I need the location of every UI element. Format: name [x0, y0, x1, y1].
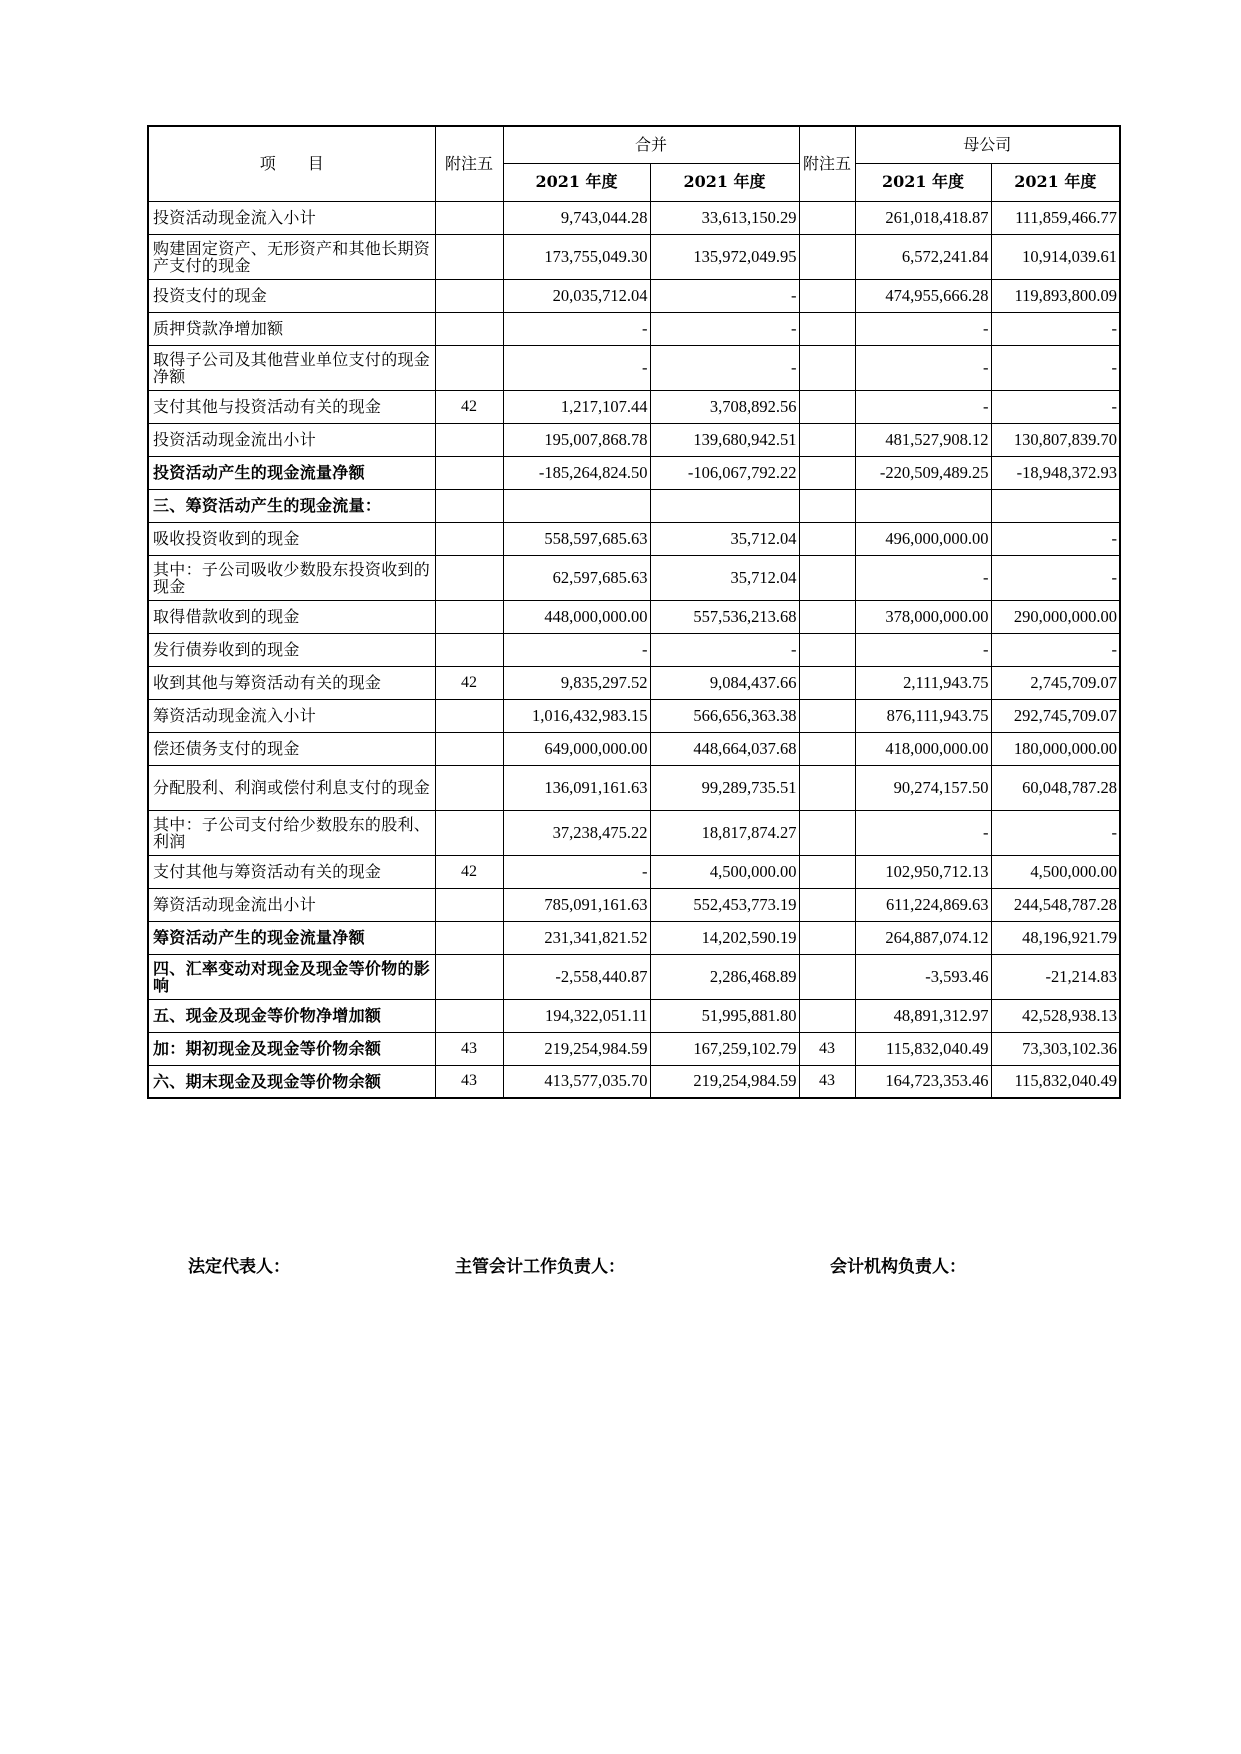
row-consolidated-prior: 566,656,363.38	[650, 699, 799, 732]
row-parent-note	[799, 489, 855, 522]
cash-flow-table-wrapper	[147, 125, 1119, 1099]
row-item-label: 投资支付的现金	[148, 279, 435, 312]
row-note	[435, 732, 503, 765]
row-consolidated-current: 231,341,821.52	[503, 921, 650, 954]
row-consolidated-prior: 219,254,984.59	[650, 1065, 799, 1098]
row-item-label: 取得借款收到的现金	[148, 600, 435, 633]
row-parent-prior: -	[991, 633, 1120, 666]
table-row	[148, 345, 1120, 390]
row-parent-note	[799, 855, 855, 888]
table-row	[148, 390, 1120, 423]
row-item-label: 四、汇率变动对现金及现金等价物的影响	[148, 954, 435, 999]
signature-accounting-dept: 会计机构负责人：	[830, 1257, 966, 1277]
table-row	[148, 1032, 1120, 1065]
row-note	[435, 234, 503, 279]
row-note	[435, 633, 503, 666]
row-consolidated-current: 1,016,432,983.15	[503, 699, 650, 732]
row-consolidated-prior: 51,995,881.80	[650, 999, 799, 1032]
row-item-label: 其中：子公司吸收少数股东投资收到的现金	[148, 555, 435, 600]
row-parent-prior: 130,807,839.70	[991, 423, 1120, 456]
row-parent-prior: 10,914,039.61	[991, 234, 1120, 279]
row-note	[435, 888, 503, 921]
row-note: 42	[435, 390, 503, 423]
row-consolidated-prior: -	[650, 633, 799, 666]
row-parent-current: 474,955,666.28	[855, 279, 991, 312]
header-parent: 母公司	[855, 126, 1120, 163]
row-parent-note	[799, 732, 855, 765]
table-row	[148, 279, 1120, 312]
row-note: 42	[435, 855, 503, 888]
row-note	[435, 312, 503, 345]
row-parent-current: 164,723,353.46	[855, 1065, 991, 1098]
row-consolidated-prior: 448,664,037.68	[650, 732, 799, 765]
row-parent-note	[799, 345, 855, 390]
row-item-label: 吸收投资收到的现金	[148, 522, 435, 555]
table-row	[148, 456, 1120, 489]
row-note	[435, 456, 503, 489]
row-parent-prior: 60,048,787.28	[991, 765, 1120, 810]
row-note	[435, 810, 503, 855]
table-row	[148, 1065, 1120, 1098]
row-consolidated-current: 413,577,035.70	[503, 1065, 650, 1098]
row-note	[435, 522, 503, 555]
row-note	[435, 279, 503, 312]
row-parent-prior: -	[991, 312, 1120, 345]
row-parent-current: 876,111,943.75	[855, 699, 991, 732]
row-consolidated-current: 9,835,297.52	[503, 666, 650, 699]
row-parent-note	[799, 456, 855, 489]
row-note	[435, 699, 503, 732]
header-parent-note: 附注五	[799, 126, 855, 201]
row-parent-current: 264,887,074.12	[855, 921, 991, 954]
row-consolidated-current: -2,558,440.87	[503, 954, 650, 999]
row-parent-current: 418,000,000.00	[855, 732, 991, 765]
row-consolidated-prior: 552,453,773.19	[650, 888, 799, 921]
table-row	[148, 489, 1120, 522]
row-consolidated-current: -	[503, 345, 650, 390]
row-consolidated-prior: 557,536,213.68	[650, 600, 799, 633]
row-note	[435, 600, 503, 633]
row-item-label: 投资活动产生的现金流量净额	[148, 456, 435, 489]
table-row	[148, 600, 1120, 633]
row-parent-prior: 290,000,000.00	[991, 600, 1120, 633]
table-row	[148, 855, 1120, 888]
row-parent-current: 48,891,312.97	[855, 999, 991, 1032]
row-note	[435, 423, 503, 456]
row-consolidated-prior: 139,680,942.51	[650, 423, 799, 456]
row-consolidated-prior: 33,613,150.29	[650, 201, 799, 234]
row-parent-note	[799, 555, 855, 600]
row-consolidated-current: 20,035,712.04	[503, 279, 650, 312]
row-parent-prior: -	[991, 810, 1120, 855]
row-consolidated-prior: -	[650, 345, 799, 390]
row-note: 42	[435, 666, 503, 699]
row-consolidated-current: 173,755,049.30	[503, 234, 650, 279]
cash-flow-statement-table	[147, 125, 1121, 1099]
row-parent-prior: -18,948,372.93	[991, 456, 1120, 489]
row-parent-note	[799, 423, 855, 456]
row-parent-current: -3,593.46	[855, 954, 991, 999]
row-note: 43	[435, 1032, 503, 1065]
row-parent-current: -220,509,489.25	[855, 456, 991, 489]
row-parent-prior: 292,745,709.07	[991, 699, 1120, 732]
row-parent-current: -	[855, 555, 991, 600]
row-parent-note	[799, 633, 855, 666]
row-parent-prior: -	[991, 390, 1120, 423]
row-parent-current	[855, 489, 991, 522]
row-consolidated-current: 136,091,161.63	[503, 765, 650, 810]
table-row	[148, 765, 1120, 810]
signature-accounting-head: 主管会计工作负责人：	[455, 1257, 625, 1277]
table-row	[148, 234, 1120, 279]
row-consolidated-prior: -	[650, 312, 799, 345]
row-parent-current: -	[855, 345, 991, 390]
row-parent-prior: -21,214.83	[991, 954, 1120, 999]
row-parent-note	[799, 921, 855, 954]
row-parent-current: 481,527,908.12	[855, 423, 991, 456]
row-parent-prior: -	[991, 345, 1120, 390]
row-note	[435, 921, 503, 954]
row-item-label: 三、筹资活动产生的现金流量：	[148, 489, 435, 522]
row-item-label: 筹资活动产生的现金流量净额	[148, 921, 435, 954]
row-item-label: 质押贷款净增加额	[148, 312, 435, 345]
table-row	[148, 633, 1120, 666]
row-consolidated-current: 558,597,685.63	[503, 522, 650, 555]
row-parent-note	[799, 810, 855, 855]
row-parent-current: 496,000,000.00	[855, 522, 991, 555]
row-item-label: 收到其他与筹资活动有关的现金	[148, 666, 435, 699]
row-consolidated-prior	[650, 489, 799, 522]
row-parent-note	[799, 201, 855, 234]
header-note: 附注五	[435, 126, 503, 201]
row-note	[435, 999, 503, 1032]
row-parent-current: -	[855, 633, 991, 666]
row-parent-current: 115,832,040.49	[855, 1032, 991, 1065]
row-parent-prior: 119,893,800.09	[991, 279, 1120, 312]
row-parent-note	[799, 699, 855, 732]
row-item-label: 取得子公司及其他营业单位支付的现金净额	[148, 345, 435, 390]
row-item-label: 六、期末现金及现金等价物余额	[148, 1065, 435, 1098]
row-note	[435, 201, 503, 234]
row-item-label: 支付其他与筹资活动有关的现金	[148, 855, 435, 888]
row-item-label: 支付其他与投资活动有关的现金	[148, 390, 435, 423]
header-year-c1: 2021 年度	[503, 163, 650, 201]
table-row	[148, 555, 1120, 600]
table-row	[148, 201, 1120, 234]
row-item-label: 分配股利、利润或偿付利息支付的现金	[148, 765, 435, 810]
row-consolidated-current	[503, 489, 650, 522]
row-consolidated-current: -	[503, 312, 650, 345]
row-parent-prior: 48,196,921.79	[991, 921, 1120, 954]
signature-legal-representative: 法定代表人：	[188, 1257, 290, 1277]
row-parent-prior: 115,832,040.49	[991, 1065, 1120, 1098]
row-parent-current: -	[855, 810, 991, 855]
row-consolidated-prior: 18,817,874.27	[650, 810, 799, 855]
table-row	[148, 888, 1120, 921]
row-parent-prior: -	[991, 555, 1120, 600]
row-parent-current: 378,000,000.00	[855, 600, 991, 633]
row-parent-current: 102,950,712.13	[855, 855, 991, 888]
row-consolidated-current: -185,264,824.50	[503, 456, 650, 489]
table-body	[148, 201, 1120, 1098]
table-row	[148, 732, 1120, 765]
header-item: 项 目	[148, 126, 435, 201]
row-consolidated-current: 649,000,000.00	[503, 732, 650, 765]
table-row	[148, 666, 1120, 699]
row-consolidated-current: 62,597,685.63	[503, 555, 650, 600]
row-note	[435, 954, 503, 999]
row-parent-note	[799, 600, 855, 633]
row-parent-current: 611,224,869.63	[855, 888, 991, 921]
row-parent-note	[799, 390, 855, 423]
table-row	[148, 954, 1120, 999]
row-item-label: 发行债券收到的现金	[148, 633, 435, 666]
header-year-p2: 2021 年度	[991, 163, 1120, 201]
row-item-label: 购建固定资产、无形资产和其他长期资产支付的现金	[148, 234, 435, 279]
table-row	[148, 999, 1120, 1032]
table-row	[148, 312, 1120, 345]
row-parent-current: 261,018,418.87	[855, 201, 991, 234]
header-year-c2: 2021 年度	[650, 163, 799, 201]
row-consolidated-current: 785,091,161.63	[503, 888, 650, 921]
table-row	[148, 810, 1120, 855]
row-parent-note	[799, 234, 855, 279]
row-item-label: 其中：子公司支付给少数股东的股利、利润	[148, 810, 435, 855]
row-parent-note	[799, 765, 855, 810]
row-consolidated-prior: 35,712.04	[650, 522, 799, 555]
row-parent-prior: 4,500,000.00	[991, 855, 1120, 888]
table-row	[148, 699, 1120, 732]
table-row	[148, 522, 1120, 555]
row-note	[435, 555, 503, 600]
row-parent-current: -	[855, 390, 991, 423]
row-consolidated-current: 37,238,475.22	[503, 810, 650, 855]
row-consolidated-current: 219,254,984.59	[503, 1032, 650, 1065]
row-parent-prior: 73,303,102.36	[991, 1032, 1120, 1065]
row-item-label: 投资活动现金流出小计	[148, 423, 435, 456]
row-parent-current: 6,572,241.84	[855, 234, 991, 279]
row-consolidated-prior: 135,972,049.95	[650, 234, 799, 279]
row-parent-prior: 2,745,709.07	[991, 666, 1120, 699]
row-consolidated-prior: 35,712.04	[650, 555, 799, 600]
row-consolidated-prior: 4,500,000.00	[650, 855, 799, 888]
row-consolidated-current: 194,322,051.11	[503, 999, 650, 1032]
row-consolidated-prior: 3,708,892.56	[650, 390, 799, 423]
row-parent-note	[799, 888, 855, 921]
row-item-label: 加：期初现金及现金等价物余额	[148, 1032, 435, 1065]
row-consolidated-current: -	[503, 855, 650, 888]
row-parent-prior: 244,548,787.28	[991, 888, 1120, 921]
row-consolidated-prior: 99,289,735.51	[650, 765, 799, 810]
row-parent-prior: 111,859,466.77	[991, 201, 1120, 234]
row-parent-note	[799, 312, 855, 345]
row-item-label: 投资活动现金流入小计	[148, 201, 435, 234]
row-note	[435, 489, 503, 522]
header-year-p1: 2021 年度	[855, 163, 991, 201]
row-consolidated-current: 9,743,044.28	[503, 201, 650, 234]
row-consolidated-prior: 14,202,590.19	[650, 921, 799, 954]
row-parent-current: 90,274,157.50	[855, 765, 991, 810]
row-parent-note	[799, 954, 855, 999]
row-parent-prior: 180,000,000.00	[991, 732, 1120, 765]
row-item-label: 筹资活动现金流入小计	[148, 699, 435, 732]
row-consolidated-prior: 9,084,437.66	[650, 666, 799, 699]
row-consolidated-prior: 2,286,468.89	[650, 954, 799, 999]
row-parent-note	[799, 666, 855, 699]
row-consolidated-prior: -106,067,792.22	[650, 456, 799, 489]
row-parent-note	[799, 999, 855, 1032]
row-parent-prior: 42,528,938.13	[991, 999, 1120, 1032]
table-row	[148, 921, 1120, 954]
row-consolidated-current: 448,000,000.00	[503, 600, 650, 633]
header-consolidated: 合并	[503, 126, 799, 163]
row-parent-note	[799, 522, 855, 555]
row-parent-current: 2,111,943.75	[855, 666, 991, 699]
row-parent-prior	[991, 489, 1120, 522]
table-row	[148, 423, 1120, 456]
row-note	[435, 345, 503, 390]
row-item-label: 五、现金及现金等价物净增加额	[148, 999, 435, 1032]
row-item-label: 筹资活动现金流出小计	[148, 888, 435, 921]
row-consolidated-current: -	[503, 633, 650, 666]
row-note	[435, 765, 503, 810]
row-parent-note: 43	[799, 1032, 855, 1065]
row-consolidated-prior: 167,259,102.79	[650, 1032, 799, 1065]
row-parent-note	[799, 279, 855, 312]
row-parent-prior: -	[991, 522, 1120, 555]
row-parent-note: 43	[799, 1065, 855, 1098]
row-item-label: 偿还债务支付的现金	[148, 732, 435, 765]
row-parent-current: -	[855, 312, 991, 345]
row-consolidated-prior: -	[650, 279, 799, 312]
row-consolidated-current: 1,217,107.44	[503, 390, 650, 423]
row-consolidated-current: 195,007,868.78	[503, 423, 650, 456]
row-note: 43	[435, 1065, 503, 1098]
